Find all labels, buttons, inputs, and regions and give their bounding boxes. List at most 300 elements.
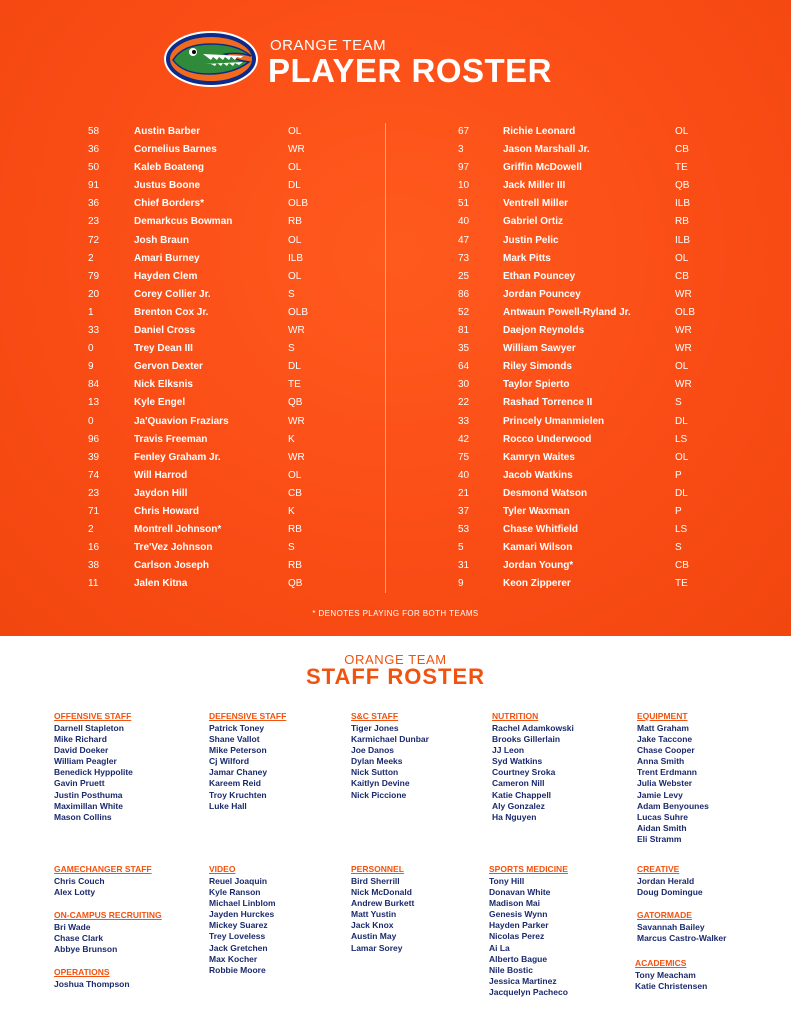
staff-member: Syd Watkins (492, 756, 543, 767)
staff-member: Justin Posthuma (54, 789, 123, 800)
staff-member: Aly Gonzalez (492, 800, 545, 811)
player-position: OL (675, 126, 689, 137)
jersey-number: 47 (458, 234, 470, 246)
player-position: OL (675, 451, 689, 463)
player-name: Keon Zipperer (503, 578, 571, 590)
roster-row (458, 304, 718, 322)
player-name: Will Harrod (134, 469, 188, 481)
player-name: Riley Simonds (503, 361, 572, 373)
staff-group-defensive-staff (209, 710, 286, 812)
player-name: Mark Pitts (503, 252, 551, 264)
player-name: Justus Boone (134, 180, 201, 192)
jersey-number: 81 (458, 325, 470, 337)
staff-member: Trent Erdmann (637, 767, 697, 778)
player-name: Kamari Wilson (503, 542, 573, 554)
staff-group-heading: VIDEO (209, 864, 236, 874)
staff-member: Matt Yustin (351, 909, 397, 920)
jersey-number: 31 (458, 560, 470, 572)
player-name: Nick Elksnis (134, 379, 193, 391)
player-name: Justin Pelic (503, 234, 559, 246)
staff-member: Nick McDonald (351, 887, 412, 898)
staff-member: Jack Knox (351, 920, 394, 931)
player-name: Jordan Young* (503, 560, 574, 572)
roster-row (458, 250, 718, 268)
jersey-number: 2 (88, 252, 94, 264)
player-position: WR (675, 379, 692, 391)
staff-group-on-campus-recruiting (54, 909, 162, 955)
staff-member: Jacquelyn Pacheco (489, 986, 568, 997)
roster-row (88, 539, 368, 557)
jersey-number: 33 (458, 415, 470, 427)
staff-group-heading: CREATIVE (637, 864, 680, 874)
player-position: ILB (675, 234, 691, 246)
staff-group-heading: PERSONNEL (351, 864, 404, 874)
player-name: Kyle Engel (134, 397, 186, 409)
jersey-number: 20 (88, 288, 100, 300)
staff-group-gatormade (637, 909, 726, 944)
jersey-number: 64 (458, 361, 470, 373)
staff-member: Michael Linblom (209, 898, 276, 909)
jersey-number: 36 (88, 144, 100, 156)
jersey-number: 37 (458, 505, 470, 517)
staff-member: Marcus Castro-Walker (637, 933, 727, 944)
staff-member: Andrew Burkett (351, 898, 415, 909)
staff-member: Abbye Brunson (54, 944, 118, 955)
roster-row (88, 449, 368, 467)
staff-member: Madison Mai (489, 898, 541, 909)
player-position: RB (675, 216, 689, 228)
staff-group-gamechanger-staff (54, 863, 152, 898)
jersey-number: 58 (88, 126, 100, 137)
roster-row (458, 503, 718, 521)
roster-row (88, 394, 368, 412)
staff-group-heading: NUTRITION (492, 711, 539, 721)
staff-member: Alberto Bague (489, 953, 548, 964)
player-name: Taylor Spierto (503, 379, 570, 391)
player-name: Rocco Underwood (503, 433, 592, 445)
staff-member: Genesis Wynn (489, 909, 548, 920)
staff-member: Chase Cooper (637, 745, 695, 756)
player-position: TE (675, 578, 688, 590)
roster-row (88, 503, 368, 521)
jersey-number: 97 (458, 162, 470, 174)
player-position: RB (288, 216, 302, 228)
staff-member: Kyle Ranson (209, 887, 261, 898)
player-name: Gabriel Ortiz (503, 216, 564, 228)
jersey-number: 0 (88, 343, 94, 355)
staff-member: Shane Vallot (209, 734, 260, 745)
player-position: P (675, 505, 682, 517)
player-position: QB (675, 180, 690, 192)
staff-member: Joshua Thompson (54, 979, 130, 989)
player-name: Carlson Joseph (134, 560, 210, 572)
player-position: TE (288, 379, 301, 391)
staff-member: Lucas Suhre (637, 811, 689, 822)
staff-member: Chase Clark (54, 933, 104, 944)
player-name: Antwaun Powell-Ryland Jr. (503, 306, 631, 318)
player-name: Jacob Watkins (503, 469, 573, 481)
staff-member: Katie Christensen (635, 981, 708, 992)
staff-member: Eli Stramm (637, 833, 682, 844)
staff-member: Kareem Reid (209, 778, 261, 789)
jersey-number: 35 (458, 343, 470, 355)
player-name: Kamryn Waites (503, 451, 575, 463)
roster-row (88, 159, 368, 177)
staff-member: Jack Gretchen (209, 942, 268, 953)
jersey-number: 30 (458, 379, 470, 391)
roster-row (88, 413, 368, 431)
player-position: ILB (288, 252, 304, 264)
gator-logo-icon (163, 30, 259, 88)
roster-row (458, 521, 718, 539)
player-name: Chief Borders* (134, 198, 205, 210)
staff-member: David Doeker (54, 745, 109, 756)
staff-member: Robbie Moore (209, 964, 266, 975)
staff-group-video (209, 863, 276, 976)
player-name: Desmond Watson (503, 487, 588, 499)
player-position: OLB (288, 198, 309, 210)
roster-row (458, 195, 718, 213)
staff-group-equipment (637, 710, 709, 845)
jersey-number: 38 (88, 560, 100, 572)
staff-member: Max Kocher (209, 953, 258, 964)
jersey-number: 86 (458, 288, 470, 300)
player-name: William Sawyer (503, 343, 576, 355)
player-name: Jalen Kitna (134, 578, 188, 590)
player-position: CB (288, 487, 302, 499)
roster-row (458, 539, 718, 557)
player-position: LS (675, 433, 688, 445)
player-position: DL (675, 487, 688, 499)
staff-member: Austin May (351, 931, 397, 942)
staff-member: Patrick Toney (209, 723, 265, 733)
jersey-number: 71 (88, 505, 100, 517)
staff-member: Mike Peterson (209, 745, 267, 756)
player-position: DL (675, 415, 688, 427)
player-name: Chris Howard (134, 505, 200, 517)
roster-row (458, 575, 718, 593)
roster-row (88, 431, 368, 449)
player-position: ILB (675, 198, 691, 210)
staff-member: Troy Kruchten (209, 789, 267, 800)
roster-team-subtitle: ORANGE TEAM (270, 37, 387, 54)
staff-member: Karmichael Dunbar (351, 734, 429, 745)
staff-member: Courtney Sroka (492, 767, 556, 778)
jersey-number: 74 (88, 469, 100, 481)
roster-row (458, 268, 718, 286)
jersey-number: 10 (458, 180, 470, 192)
roster-row (88, 467, 368, 485)
jersey-number: 42 (458, 433, 470, 445)
staff-group-heading: OFFENSIVE STAFF (54, 711, 132, 721)
staff-member: Nick Piccione (351, 789, 407, 800)
staff-group-sports-medicine (489, 863, 568, 998)
player-name: Cornelius Barnes (134, 144, 217, 156)
staff-member: Ai La (489, 942, 510, 953)
player-name: Daniel Cross (134, 325, 196, 337)
staff-group-personnel (351, 863, 414, 954)
jersey-number: 23 (88, 487, 100, 499)
staff-member: Jake Taccone (637, 734, 693, 745)
staff-member: Nicolas Perez (489, 931, 545, 942)
jersey-number: 11 (88, 578, 99, 590)
roster-row (88, 268, 368, 286)
staff-group-heading: GAMECHANGER STAFF (54, 864, 152, 874)
staff-member: Mickey Suarez (209, 920, 268, 931)
player-position: TE (675, 162, 688, 174)
player-position: DL (288, 361, 301, 373)
player-name: Amari Burney (134, 252, 200, 264)
player-name: Trey Dean III (134, 343, 193, 355)
player-position: S (288, 288, 295, 300)
player-name: Fenley Graham Jr. (134, 451, 221, 463)
staff-member: Jordan Herald (637, 876, 695, 886)
jersey-number: 79 (88, 270, 100, 282)
staff-group-heading: GATORMADE (637, 910, 692, 920)
staff-group-heading: ON-CAMPUS RECRUITING (54, 910, 162, 920)
staff-member: Reuel Joaquin (209, 876, 268, 886)
roster-row (88, 376, 368, 394)
staff-member: Benedick Hyppolite (54, 767, 133, 778)
jersey-number: 72 (88, 234, 100, 246)
roster-row (88, 358, 368, 376)
roster-row (88, 232, 368, 250)
roster-row (88, 304, 368, 322)
player-position: RB (288, 560, 302, 572)
player-name: Kaleb Boateng (134, 162, 205, 174)
jersey-number: 5 (458, 542, 464, 554)
staff-member: Luke Hall (209, 800, 247, 811)
staff-member: Cj Wilford (209, 756, 250, 767)
footnote: * DENOTES PLAYING FOR BOTH TEAMS (312, 609, 479, 618)
player-name: Tyler Waxman (503, 505, 570, 517)
staff-member: JJ Leon (492, 745, 525, 756)
roster-row (88, 213, 368, 231)
staff-group-academics (635, 957, 707, 992)
roster-row (458, 358, 718, 376)
staff-member: Tony Hill (489, 876, 525, 886)
jersey-number: 3 (458, 144, 464, 156)
roster-row (88, 123, 368, 141)
staff-member: Jessica Martinez (489, 975, 557, 986)
player-name: Jordan Pouncey (503, 288, 581, 300)
player-position: DL (288, 180, 301, 192)
staff-member: Cameron Nill (492, 778, 545, 789)
staff-member: Mason Collins (54, 811, 112, 822)
jersey-number: 33 (88, 325, 100, 337)
player-position: S (675, 542, 682, 554)
jersey-number: 40 (458, 469, 470, 481)
jersey-number: 16 (88, 542, 100, 554)
jersey-number: 25 (458, 270, 470, 282)
staff-member: Gavin Pruett (54, 778, 105, 789)
roster-row (458, 213, 718, 231)
roster-row (458, 449, 718, 467)
staff-member: Bird Sherrill (351, 876, 400, 886)
staff-member: Doug Domingue (637, 887, 703, 898)
roster-row (458, 557, 718, 575)
staff-group-heading: EQUIPMENT (637, 711, 688, 721)
jersey-number: 21 (458, 487, 470, 499)
staff-member: Dylan Meeks (351, 756, 403, 767)
player-name: Jason Marshall Jr. (503, 144, 590, 156)
staff-member: Bri Wade (54, 922, 91, 932)
staff-member: Adam Benyounes (637, 800, 709, 811)
jersey-number: 91 (88, 180, 100, 192)
player-name: Richie Leonard (503, 126, 576, 137)
roster-row (458, 232, 718, 250)
staff-member: Ha Nguyen (492, 811, 537, 822)
roster-row (458, 177, 718, 195)
staff-member: Tony Meacham (635, 970, 696, 980)
jersey-number: 52 (458, 306, 470, 318)
staff-member: William Peagler (54, 756, 117, 767)
staff-group-creative (637, 863, 703, 898)
player-position: WR (675, 325, 692, 337)
staff-member: Katie Chappell (492, 789, 552, 800)
player-name: Gervon Dexter (134, 361, 203, 373)
roster-row (458, 485, 718, 503)
staff-member: Trey Loveless (209, 931, 266, 942)
player-position: CB (675, 560, 689, 572)
staff-group-operations (54, 966, 130, 990)
player-position: OL (675, 361, 689, 373)
roster-row (458, 467, 718, 485)
jersey-number: 23 (88, 216, 100, 228)
player-name: Rashad Torrence II (503, 397, 593, 409)
player-name: Demarkcus Bowman (134, 216, 233, 228)
roster-row (458, 376, 718, 394)
jersey-number: 75 (458, 451, 470, 463)
roster-row (458, 322, 718, 340)
staff-group-offensive-staff (54, 710, 133, 823)
staff-member: Tiger Jones (351, 723, 399, 733)
player-name: Josh Braun (134, 234, 190, 246)
jersey-number: 53 (458, 524, 470, 536)
staff-group-heading: S&C STAFF (351, 711, 399, 721)
player-position: WR (288, 415, 305, 427)
jersey-number: 9 (458, 578, 464, 590)
staff-member: Darnell Stapleton (54, 723, 124, 733)
player-position: K (288, 505, 295, 517)
roster-row (88, 177, 368, 195)
player-position: QB (288, 397, 303, 409)
player-name: Chase Whitfield (503, 524, 579, 536)
roster-row (458, 159, 718, 177)
staff-team-subtitle: ORANGE TEAM (344, 652, 447, 667)
player-position: CB (675, 270, 689, 282)
roster-row (458, 340, 718, 358)
player-name: Griffin McDowell (503, 162, 582, 174)
roster-row (458, 286, 718, 304)
staff-group-heading: DEFENSIVE STAFF (209, 711, 287, 721)
staff-member: Lamar Sorey (351, 942, 403, 953)
player-name: Brenton Cox Jr. (134, 306, 209, 318)
player-position: QB (288, 578, 303, 590)
player-position: S (288, 343, 295, 355)
player-name: Jack Miller III (503, 180, 566, 192)
roster-column-left (88, 123, 368, 593)
staff-member: Mike Richard (54, 734, 107, 745)
player-name: Travis Freeman (134, 433, 208, 445)
player-name: Princely Umanmielen (503, 415, 605, 427)
player-position: WR (675, 343, 692, 355)
player-name: Ventrell Miller (503, 198, 569, 210)
staff-member: Anna Smith (637, 756, 685, 767)
player-name: Tre'Vez Johnson (134, 542, 213, 554)
player-position: OL (288, 469, 302, 481)
jersey-number: 36 (88, 198, 100, 210)
jersey-number: 51 (458, 198, 470, 210)
staff-group-heading: OPERATIONS (54, 967, 110, 977)
jersey-number: 2 (88, 524, 94, 536)
player-position: OLB (288, 306, 309, 318)
jersey-number: 84 (88, 379, 100, 391)
staff-roster-title: STAFF ROSTER (305, 664, 486, 689)
roster-row (88, 557, 368, 575)
player-roster-title: PLAYER ROSTER (268, 52, 553, 89)
player-name: Austin Barber (134, 126, 201, 137)
jersey-number: 50 (88, 162, 100, 174)
player-position: P (675, 469, 682, 481)
player-name: Jaydon Hill (134, 487, 188, 499)
jersey-number: 67 (458, 126, 470, 137)
jersey-number: 13 (88, 397, 100, 409)
staff-member: Savannah Bailey (637, 922, 705, 932)
staff-member: Brooks Gillerlain (492, 734, 561, 745)
staff-member: Aidan Smith (637, 822, 687, 833)
player-position: RB (288, 524, 302, 536)
player-name: Hayden Clem (134, 270, 198, 282)
roster-row (88, 141, 368, 159)
player-name: Daejon Reynolds (503, 325, 585, 337)
roster-row (88, 340, 368, 358)
player-name: Montrell Johnson* (134, 524, 222, 536)
roster-row (458, 123, 718, 141)
roster-row (88, 485, 368, 503)
roster-row (88, 250, 368, 268)
staff-member: Jayden Hurckes (209, 909, 275, 920)
jersey-number: 22 (458, 397, 470, 409)
staff-member: Alex Lotty (54, 887, 96, 898)
jersey-number: 96 (88, 433, 100, 445)
roster-row (458, 394, 718, 412)
staff-member: Matt Graham (637, 723, 689, 733)
player-position: WR (288, 144, 305, 156)
player-position: WR (675, 288, 692, 300)
player-name: Corey Collier Jr. (134, 288, 211, 300)
player-position: WR (288, 325, 305, 337)
jersey-number: 40 (458, 216, 470, 228)
player-name: Ja'Quavion Fraziars (134, 415, 229, 427)
staff-member: Hayden Parker (489, 920, 549, 931)
column-divider (385, 123, 386, 593)
player-name: Ethan Pouncey (503, 270, 576, 282)
staff-group-heading: SPORTS MEDICINE (489, 864, 568, 874)
player-position: CB (675, 144, 689, 156)
jersey-number: 1 (88, 306, 94, 318)
player-position: OL (288, 270, 302, 282)
staff-member: Maximillan White (54, 800, 123, 811)
jersey-number: 0 (88, 415, 94, 427)
staff-member: Chris Couch (54, 876, 105, 886)
roster-row (88, 195, 368, 213)
roster-row (458, 141, 718, 159)
jersey-number: 39 (88, 451, 100, 463)
staff-group-heading: ACADEMICS (635, 958, 687, 968)
staff-member: Jamie Levy (637, 789, 683, 800)
player-position: S (675, 397, 682, 409)
